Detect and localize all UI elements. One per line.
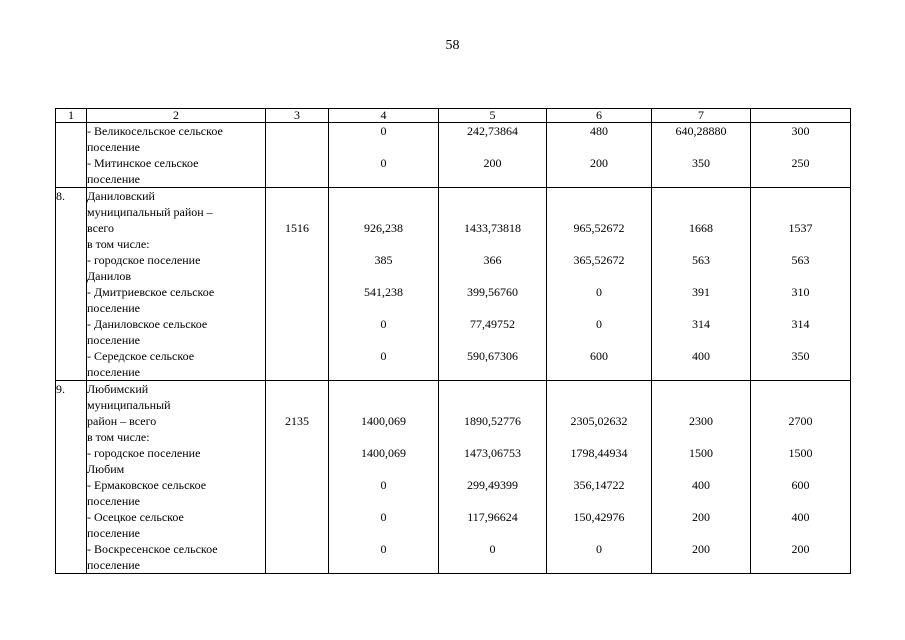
value-text <box>266 316 328 332</box>
value-text: 200 <box>483 156 502 170</box>
value-spacer <box>266 236 328 252</box>
value-text: 314 <box>692 317 710 331</box>
value-spacer <box>547 139 651 155</box>
value-spacer <box>329 364 438 380</box>
value-spacer <box>266 429 328 445</box>
value-text: 400 <box>692 349 710 363</box>
value-spacer <box>329 461 438 477</box>
municipality-name-cell <box>87 123 266 188</box>
value-spacer <box>547 236 651 252</box>
value-text: 350 <box>692 156 710 170</box>
value-spacer <box>751 300 850 316</box>
municipality-name-line: - Середское сельское <box>87 349 195 363</box>
municipality-name-line: муниципальный <box>87 398 171 412</box>
value-spacer <box>266 139 328 155</box>
header-row <box>56 109 851 123</box>
value-text: 200 <box>692 510 710 524</box>
municipality-name-line: всего <box>87 221 115 235</box>
value-spacer <box>329 188 438 204</box>
value-spacer <box>652 139 750 155</box>
value-spacer <box>266 332 328 348</box>
value-spacer <box>547 332 651 348</box>
value-text: 600 <box>791 478 810 492</box>
municipality-name-line: поселение <box>87 172 141 186</box>
value-text <box>266 509 328 525</box>
value-text: 400 <box>692 478 710 492</box>
value-spacer <box>439 429 546 445</box>
value-text: 1400,069 <box>361 414 406 428</box>
municipality-name-line: поселение <box>87 365 141 379</box>
header-col-3: 3 <box>266 109 329 123</box>
value-text: 2305,02632 <box>570 414 628 428</box>
value-spacer <box>547 204 651 220</box>
value-spacer <box>439 557 546 573</box>
municipality-name-line: Данилов <box>87 269 132 283</box>
table-row <box>56 123 851 188</box>
value-text: 200 <box>692 542 710 556</box>
value-spacer <box>751 364 850 380</box>
value-cell-col-7 <box>652 381 751 574</box>
value-spacer <box>439 188 546 204</box>
municipality-name-line: Любим <box>87 462 125 476</box>
header-col-2: 2 <box>87 109 266 123</box>
value-text: 0 <box>489 542 496 556</box>
value-spacer <box>751 461 850 477</box>
value-text: 385 <box>374 253 393 267</box>
value-spacer <box>266 268 328 284</box>
value-text: 0 <box>596 317 602 331</box>
value-text: 300 <box>791 124 810 138</box>
value-cell-col-6 <box>547 123 652 188</box>
municipality-name-line: - Даниловское сельское <box>87 317 208 331</box>
value-text: 366 <box>483 253 502 267</box>
value-spacer <box>751 268 850 284</box>
value-spacer <box>266 364 328 380</box>
value-text: 0 <box>380 349 387 363</box>
value-spacer <box>266 493 328 509</box>
value-text <box>266 541 328 557</box>
value-text: 2135 <box>285 414 309 428</box>
value-spacer <box>439 397 546 413</box>
value-cell-col-8 <box>751 381 851 574</box>
value-spacer <box>547 493 651 509</box>
value-text: 299,49399 <box>467 478 518 492</box>
value-text: 965,52672 <box>573 221 625 235</box>
value-spacer <box>439 364 546 380</box>
value-cell-col-3 <box>266 381 329 574</box>
value-spacer <box>652 188 750 204</box>
budget-table <box>55 108 851 574</box>
value-text: 1668 <box>689 221 713 235</box>
value-text: 480 <box>590 124 608 138</box>
value-spacer <box>329 171 438 187</box>
value-spacer <box>751 204 850 220</box>
value-text: 0 <box>380 156 387 170</box>
value-text: 150,42976 <box>573 510 625 524</box>
value-text <box>266 155 328 171</box>
value-text: 365,52672 <box>573 253 625 267</box>
value-spacer <box>652 300 750 316</box>
municipality-name-line: поселение <box>87 494 141 508</box>
value-cell-col-6 <box>547 188 652 381</box>
value-spacer <box>652 429 750 445</box>
value-spacer <box>652 557 750 573</box>
value-text: 1798,44934 <box>570 446 628 460</box>
value-spacer <box>329 429 438 445</box>
value-spacer <box>652 236 750 252</box>
value-spacer <box>266 188 328 204</box>
value-text <box>266 252 328 268</box>
value-text: 1400,069 <box>361 446 406 460</box>
value-spacer <box>547 525 651 541</box>
value-spacer <box>652 525 750 541</box>
value-spacer <box>439 300 546 316</box>
value-spacer <box>652 171 750 187</box>
value-cell-col-3 <box>266 123 329 188</box>
value-text: 399,56760 <box>467 285 518 299</box>
municipality-name-line: поселение <box>87 526 141 540</box>
value-text: 310 <box>791 285 810 299</box>
value-spacer <box>751 171 850 187</box>
value-spacer <box>329 381 438 397</box>
value-text: 0 <box>380 317 387 331</box>
value-text: 117,96624 <box>467 510 518 524</box>
value-spacer <box>329 557 438 573</box>
value-spacer <box>547 381 651 397</box>
value-spacer <box>329 493 438 509</box>
value-cell-col-8 <box>751 188 851 381</box>
value-cell-col-4 <box>329 188 439 381</box>
value-text: 926,238 <box>364 221 403 235</box>
value-spacer <box>266 557 328 573</box>
municipality-name-line: район – всего <box>87 414 157 428</box>
value-text: 1473,06753 <box>464 446 521 460</box>
value-spacer <box>329 236 438 252</box>
value-spacer <box>329 139 438 155</box>
value-text: 0 <box>596 542 602 556</box>
value-text: 0 <box>596 285 602 299</box>
value-spacer <box>266 204 328 220</box>
value-spacer <box>329 204 438 220</box>
value-text: 242,73864 <box>467 124 518 138</box>
value-text <box>266 123 328 139</box>
value-spacer <box>547 300 651 316</box>
value-spacer <box>329 525 438 541</box>
value-spacer <box>547 364 651 380</box>
value-spacer <box>751 236 850 252</box>
value-text: 391 <box>692 285 710 299</box>
value-spacer <box>547 188 651 204</box>
value-spacer <box>439 332 546 348</box>
value-text: 640,28880 <box>675 124 727 138</box>
value-spacer <box>751 525 850 541</box>
municipality-name-line: - Митинское сельское <box>87 156 199 170</box>
municipality-name-line: Любимский <box>87 382 149 396</box>
municipality-name-line: в том числе: <box>87 430 150 444</box>
value-cell-col-6 <box>547 381 652 574</box>
value-text <box>266 477 328 493</box>
value-text: 1500 <box>788 446 813 460</box>
value-text: 0 <box>380 510 387 524</box>
value-spacer <box>652 397 750 413</box>
value-text <box>266 284 328 300</box>
municipality-name-line: поселение <box>87 333 141 347</box>
value-text: 1890,52776 <box>464 414 521 428</box>
value-text: 250 <box>791 156 810 170</box>
value-cell-col-5 <box>439 381 547 574</box>
value-text: 600 <box>590 349 608 363</box>
header-col-5: 5 <box>439 109 547 123</box>
value-spacer <box>751 332 850 348</box>
value-spacer <box>547 171 651 187</box>
value-text: 1537 <box>788 221 813 235</box>
value-spacer <box>439 139 546 155</box>
value-text: 350 <box>791 349 810 363</box>
value-spacer <box>547 461 651 477</box>
value-spacer <box>266 300 328 316</box>
municipality-name-line: поселение <box>87 558 141 572</box>
value-spacer <box>439 381 546 397</box>
value-text: 1433,73818 <box>464 221 521 235</box>
value-spacer <box>547 557 651 573</box>
municipality-name-line: муниципальный район – <box>87 205 213 219</box>
value-cell-col-5 <box>439 188 547 381</box>
value-spacer <box>329 397 438 413</box>
header-col-7: 7 <box>652 109 751 123</box>
value-spacer <box>266 381 328 397</box>
municipality-name-line: - городское поселение <box>87 446 201 460</box>
municipality-name-line: - Дмитриевское сельское <box>87 285 215 299</box>
municipality-name-cell <box>87 381 266 574</box>
municipality-name-line: поселение <box>87 301 141 315</box>
value-cell-col-7 <box>652 123 751 188</box>
municipality-name-line: - Великосельское сельское <box>87 124 223 138</box>
value-spacer <box>439 268 546 284</box>
municipality-name-line: в том числе: <box>87 237 150 251</box>
municipality-name-line: - городское поселение <box>87 253 201 267</box>
value-spacer <box>439 525 546 541</box>
value-spacer <box>439 204 546 220</box>
value-spacer <box>652 332 750 348</box>
value-cell-col-5 <box>439 123 547 188</box>
value-spacer <box>547 429 651 445</box>
header-col-4: 4 <box>329 109 439 123</box>
value-text: 563 <box>692 253 710 267</box>
value-text: 0 <box>380 124 387 138</box>
value-spacer <box>652 364 750 380</box>
row-number: 9. <box>56 381 87 574</box>
value-text: 200 <box>791 542 810 556</box>
municipality-name-line: - Воскресенское сельское <box>87 542 218 556</box>
row-number: 8. <box>56 188 87 381</box>
value-text: 563 <box>791 253 810 267</box>
value-spacer <box>751 139 850 155</box>
value-spacer <box>329 332 438 348</box>
value-spacer <box>751 493 850 509</box>
value-text <box>266 445 328 461</box>
value-spacer <box>266 397 328 413</box>
value-spacer <box>751 429 850 445</box>
value-text: 2300 <box>689 414 713 428</box>
value-text: 0 <box>380 478 387 492</box>
value-text: 541,238 <box>364 285 403 299</box>
value-spacer <box>751 188 850 204</box>
value-text: 314 <box>791 317 810 331</box>
header-col-8 <box>751 109 851 123</box>
value-spacer <box>652 268 750 284</box>
value-spacer <box>547 397 651 413</box>
value-text: 77,49752 <box>470 317 515 331</box>
value-cell-col-8 <box>751 123 851 188</box>
header-col-6: 6 <box>547 109 652 123</box>
value-cell-col-4 <box>329 381 439 574</box>
municipality-name-line: - Ермаковское сельское <box>87 478 207 492</box>
value-spacer <box>652 381 750 397</box>
value-spacer <box>439 171 546 187</box>
value-text: 1516 <box>285 221 309 235</box>
value-text: 1500 <box>689 446 713 460</box>
value-text <box>266 348 328 364</box>
page-number: 58 <box>445 38 460 53</box>
municipality-name-line: - Осецкое сельское <box>87 510 184 524</box>
value-spacer <box>547 268 651 284</box>
municipality-name-cell <box>87 188 266 381</box>
value-spacer <box>751 557 850 573</box>
value-spacer <box>439 461 546 477</box>
value-spacer <box>266 171 328 187</box>
value-spacer <box>329 300 438 316</box>
value-spacer <box>266 461 328 477</box>
value-spacer <box>652 493 750 509</box>
table-body <box>56 123 851 574</box>
value-cell-col-4 <box>329 123 439 188</box>
value-text: 2700 <box>788 414 813 428</box>
value-text: 200 <box>590 156 608 170</box>
value-spacer <box>266 525 328 541</box>
value-cell-col-7 <box>652 188 751 381</box>
table-row <box>56 381 851 574</box>
header-col-1: 1 <box>56 109 87 123</box>
value-spacer <box>751 381 850 397</box>
value-spacer <box>751 397 850 413</box>
table-row <box>56 188 851 381</box>
municipality-name-line: Даниловский <box>87 189 155 203</box>
value-cell-col-3 <box>266 188 329 381</box>
value-spacer <box>652 461 750 477</box>
value-spacer <box>439 236 546 252</box>
municipality-name-line: поселение <box>87 140 141 154</box>
value-spacer <box>329 268 438 284</box>
value-text: 400 <box>791 510 810 524</box>
value-text: 590,67306 <box>467 349 518 363</box>
value-text: 356,14722 <box>573 478 625 492</box>
value-text: 0 <box>380 542 387 556</box>
value-spacer <box>652 204 750 220</box>
value-spacer <box>439 493 546 509</box>
row-number <box>56 123 87 188</box>
